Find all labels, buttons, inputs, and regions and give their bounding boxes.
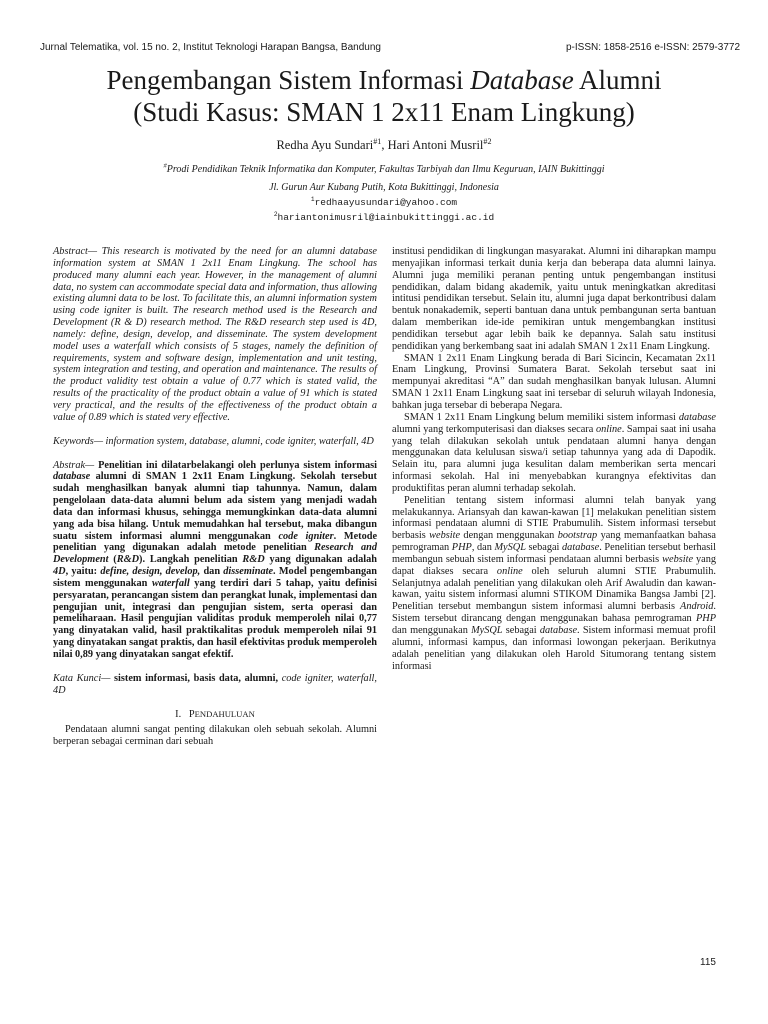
intro-paragraph-1-cont: institusi pendidikan di lingkungan masyarakat. Alumni ini diharapkan mampu menyajikan informasi terkait dunia kerja dan beberapa data alumni lainya. Alumni juga memiliki peranan penting untuk pengembangan institusi pendidikan, dalam bidang akademik, yaitu untuk meningkatkan akreditasi intitusi pendidikan tersebut. Selain itu, alumni juga dapat berkontribusi dalam bentuk nonakademik, seperti bantuan dana untuk pembangunan serta bantuan dalam memberikan ide-ide pemikiran untuk mengembangkan institusi pendidikan tersebut agar lebih baik ke depannya. Salah satu institusi pendidikan yang berkembang saat ini adalah SMAN 1 2x11 Enam Lingkung. bbox=[392, 246, 716, 352]
intro-paragraph-1: Pendataan alumni sangat penting dilakukan oleh sebuah sekolah. Alumni berperan sebagai cerminan dari sebuah bbox=[53, 724, 377, 748]
email-1: $^1$redhaayusundari@yahoo.com bbox=[310, 195, 458, 208]
journal-citation: Jurnal Telematika, vol. 15 no. 2, Institut Teknologi Harapan Bangsa, Bandung bbox=[40, 42, 381, 53]
intro-paragraph-3: SMAN 1 2x11 Enam Lingkung belum memiliki sistem informasi database alumni yang terkomputerisasi dan diakses secara online. Sampai saat ini usaha yang telah dilakukan sekolah untuk pendataan alumni hanya dengan menggunakan data kelulusan siswa/i setiap tahunnya yang ada di Dapodik. Selain itu, para alumni juga kesulitan dalam memberikan serta mencari informasi sekolah. Hal ini menyebabkan kurangnya efektivitas dan produktifitas peran alumni terhadap sekolah. bbox=[392, 411, 716, 494]
right-column bbox=[392, 246, 716, 672]
page-number: 115 bbox=[700, 957, 716, 968]
keywords-en: Keywords— information system, database, alumni, code igniter, waterfall, 4D bbox=[53, 435, 374, 447]
abstract-id: Abstrak— Penelitian ini dilatarbelakangi oleh perlunya sistem informasi database alumni di SMAN 1 2x11 Enam Lingkung. Sekolah tersebut sudah menghasilkan banyak alumni tiap tahunnya. Namun, dalam pengelolaan data-data alumni belum ada sistem yang menjadi wadah data dan informasi khusus, sehingga memungkinkan data-data alumni yang ada bisa hilang. Untuk memudahkan hal tersebut, maka dibangun suatu sistem informasi alumni menggunakan code igniter. Metode penelitian yang digunakan adalah metode penelitian Research and Development (R&D). Langkah penelitian R&D yang digunakan adalah 4D, yaitu: define, design, develop, dan disseminate. Model pengembangan sistem menggunakan waterfall yang terdiri dari 5 tahap, yaitu definisi persyaratan, perancangan sistem dan perangkat lunak, implementasi dan pengujian unit, integrasi dan pengujian sistem, serta operasi dan pemeliharaan. Hasil pengujian validitas produk memperoleh nilai 0,77 yang dinyatakan valid, hasil praktikalitas produk memperoleh nilai 91 yang dinyatakan sangat praktis, dan hasil efektivitas produk memperoleh nilai 0,89 yang dinyatakan sangat efektif. bbox=[53, 459, 378, 660]
left-column bbox=[53, 246, 377, 748]
author-1: Redha Ayu Sundari bbox=[276, 138, 374, 152]
intro-paragraph-2: SMAN 1 2x11 Enam Lingkung berada di Bari Sicincin, Kecamatan 2x11 Enam Lingkung, Provinsi Sumatera Barat. Sekolah tersebut saat ini mempunyai akreditasi “A” dan sudah menghasilkan banyak lulusan. Alumni SMAN 1 2x11 Enam Lingkung saat ini tersebar di seluruh wilayah Indonesia, bahkan juga tersebar di beberapa Negara. bbox=[392, 352, 716, 411]
abstract-en: Abstract— This research is motivated by the need for an alumni database information system at SMAN 1 2x11 Enam Lingkung. The school has produced many alumni each year. However, in the management of alumni data, no system can accommodate special data and information, thus allowing existing alumni data to be lost. To facilitate this, an alumni information system using code igniter is built. The research method used is the Research and Development (R & D) research method. The R&D research step used is 4D, namely: define, design, develop, and disseminate. The system development model uses a waterfall which consists of 5 stages, namely the definition of requirements, system and software design, implementation and unit testing, system integration and testing, and operation and maintenance. The results of the product validity test obtain a value of 0.77 which is stated valid, the results of the practicality of the product obtain a value of 91 which is stated very practical, and the results of the effectiveness of the product obtain a value of 0.89 which is stated very effective. bbox=[53, 246, 377, 423]
title-line-1: Pengembangan Sistem Informasi Database Alumni bbox=[106, 65, 662, 95]
email-2: $^2$hariantonimusril@iainbukittinggi.ac.id bbox=[273, 210, 495, 223]
affiliation-line-2: Jl. Gurun Aur Kubang Putih, Kota Bukittinggi, Indonesia bbox=[269, 182, 499, 193]
author-2: Hari Antoni Musril bbox=[387, 138, 484, 152]
section-heading-introduction: I. PENDAHULUAN bbox=[175, 708, 255, 720]
affiliation-line-1: #Prodi Pendidikan Teknik Informatika dan Komputer, Fakultas Tarbiyah dan Ilmu Keguruan, IAIN Bukittinggi bbox=[163, 162, 605, 175]
title-line-2: (Studi Kasus: SMAN 1 2x11 Enam Lingkung) bbox=[133, 97, 635, 127]
intro-paragraph-4: Penelitian tentang sistem informasi alumni telah banyak yang melakukannya. Ariansyah dan kawan-kawan [1] melakukan penelitian sistem informasi pendataan alumni di STIE Prabumulih. Sistem informasi tersebut berbasis website dengan menggunakan bootstrap yang memanfaatkan bahasa pemrograman PHP, dan MySQL sebagai database. Penelitian tersebut berhasil membangun sebuah sistem informasi pendataan alumni berbasis website yang dapat diakses secara online oleh seluruh alumni STIE Prabumulih. Selanjutnya adalah penelitian yang dilakukan oleh Arif Awaludin dan kawan-kawan, yaitu sistem informasi alumni STIKOM Dinamika Bangsa Jambi [2]. Penelitian tersebut membangun sistem informasi alumni berbasis Android. Sistem tersebut dirancang dengan menggunakan bahasa pemrograman PHP dan menggunakan MySQL sebagai database. Sistem informasi memuat profil alumni, informasi kampus, dan informasi lowongan pekerjaan. Berikutnya adalah penelitian yang dilakukan oleh Harold Situmorang tentang sistem informasi bbox=[392, 494, 716, 672]
keywords-id: Kata Kunci— sistem informasi, basis data, alumni, code igniter, waterfall, 4D bbox=[53, 672, 377, 696]
paper-title bbox=[30, 64, 738, 128]
authors: Redha Ayu Sundari$^{\#1}$, Hari Antoni Musril$^{\#2}$ bbox=[276, 136, 492, 152]
running-header bbox=[40, 42, 740, 56]
issn: p-ISSN: 1858-2516 e-ISSN: 2579-3772 bbox=[566, 42, 740, 53]
